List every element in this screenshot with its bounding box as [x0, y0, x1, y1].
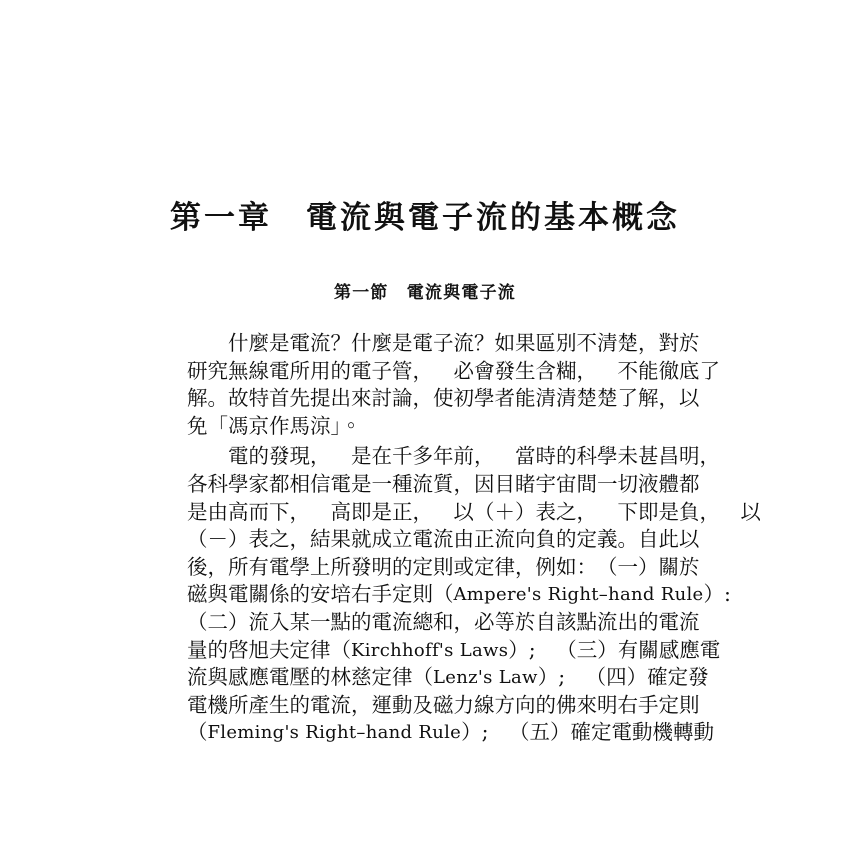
- text-line: （ Fleming's Right–hand Rule ） ; （ 五 ） 確 定 電 動 機 轉 動: [187, 720, 715, 745]
- text-line: 什 麼 是 電 流 ？ 什 麼 是 電 子 流 ？ 如 果 區 別 不 清 楚 ， 對 於: [228, 331, 700, 355]
- body-text: [187, 330, 761, 747]
- text-line: （ － ） 表 之 ， 結 果 就 成 立 電 流 由 正 流 向 負 的 定 義 。 自 此 以: [187, 527, 700, 552]
- text-line: 電 機 所 產 生 的 電 流 ， 運 動 及 磁 力 線 方 向 的 佛 來 明 右 手 定 則: [187, 692, 700, 717]
- text-line: 後 ， 所 有 電 學 上 所 發 明 的 定 則 或 定 律 ， 例 如 ： （ 一 ） 關 於: [187, 554, 700, 579]
- paragraph: [187, 330, 720, 440]
- section-heading: 第一節 電流與電子流: [334, 283, 516, 303]
- text-line: 解 。 故 特 首 先 提 出 來 討 論 ， 使 初 學 者 能 清 清 楚 楚 了 解 ， 以: [187, 386, 700, 411]
- chapter-title: 第一章 電流與電子流的基本概念: [170, 200, 680, 236]
- text-line: 流 與 感 應 電 壓 的 林 慈 定 律 （ Lenz's Law ） ; （ 四 ） 確 定 發: [187, 665, 709, 690]
- text-line: （ 二 ） 流 入 某 一 點 的 電 流 總 和 ， 必 等 於 自 該 點 流 出 的 電 流: [187, 609, 700, 634]
- text-line: 研 究 無 線 電 所 用 的 電 子 管 ， 必 會 發 生 含 糊 ， 不 能 徹 底 了: [187, 358, 720, 383]
- paragraph: [187, 443, 761, 747]
- text-line: 是 由 高 而 下 ， 高 即 是 正 ， 以 （ ＋ ） 表 之 ， 下 即 是 負 ， 以: [187, 499, 761, 524]
- text-line: 各 科 學 家 都 相 信 電 是 一 種 流 質 ， 因 目 睹 宇 宙 間 一 切 液 體 都: [187, 471, 700, 496]
- text-line: 免「馮京作馬涼」。: [187, 413, 362, 438]
- text-line: 磁 與 電 關 係 的 安 培 右 手 定 則 （ Ampere's Right–hand Rule ） :: [187, 582, 731, 607]
- text-line: 量 的 啓 旭 夫 定 律 （ Kirchhoff's Laws ） ; （ 三 ） 有 關 感 應 電: [187, 637, 721, 662]
- text-line: 電 的 發 現 ， 是 在 千 多 年 前 ， 當 時 的 科 學 未 甚 昌 明 ，: [228, 444, 720, 469]
